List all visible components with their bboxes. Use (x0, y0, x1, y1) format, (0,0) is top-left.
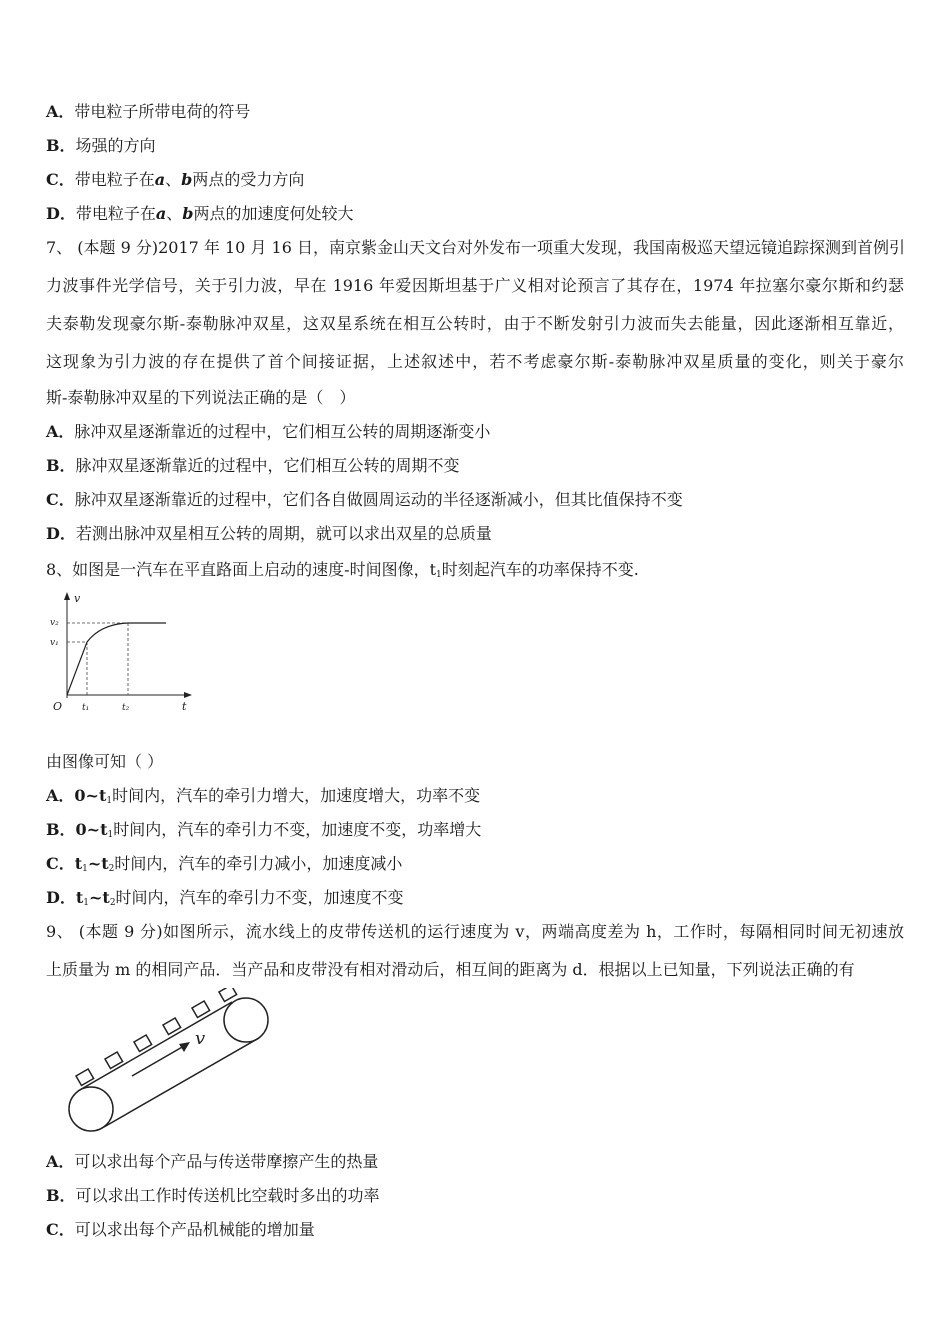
q7-stem-line-5: 斯-泰勒脉冲双星的下列说法正确的是（ ） (46, 388, 356, 407)
q7-option-a: A．脉冲双星逐渐靠近的过程中，它们相互公转的周期逐渐变小 (46, 422, 491, 441)
q9-stem-line-1: 9、 (本题 9 分)如图所示，流水线上的皮带传送机的运行速度为 v，两端高度差为 h，工作时，每隔相同时间无初速放 (46, 922, 904, 941)
q7-stem-line-1: 7、 (本题 9 分)2017 年 10 月 16 日，南京紫金山天文台对外发布一项重大发现，我国南极巡天望远镜追踪探测到首例引 (46, 238, 905, 257)
velocity-label: v (195, 1028, 206, 1049)
q8-option-c: C．$t_1\sim t_2$时间内，汽车的牵引力减小，加速度减小 (46, 854, 403, 874)
q6-option-d: D．带电粒子在a、b两点的加速度何处较大 (46, 204, 354, 223)
upper-roller (224, 998, 268, 1042)
q8-option-b: B．$0\sim t_1$时间内，汽车的牵引力不变，加速度不变，功率增大 (46, 820, 482, 840)
belt-bottom (104, 1038, 259, 1127)
q7-option-d: D．若测出脉冲双星相互公转的周期，就可以求出双星的总质量 (46, 524, 492, 543)
q9-option-a: A．可以求出每个产品与传送带摩擦产生的热量 (46, 1152, 379, 1171)
t1-label: t₁ (82, 703, 90, 713)
belt-top (78, 1002, 232, 1091)
q6-option-a: A．带电粒子所带电荷的符号 (46, 102, 251, 121)
q9-option-c: C．可以求出每个产品机械能的增加量 (46, 1220, 315, 1239)
product-box (134, 1035, 152, 1052)
q7-stem-line-3: 夫泰勒发现豪尔斯-泰勒脉冲双星，这双星系统在相互公转时，由于不断发射引力波而失去能量，因此逐渐相互靠近， (46, 314, 904, 333)
v2-label: v₂ (50, 618, 59, 628)
q8-option-d: D．$t_1\sim t_2$时间内，汽车的牵引力不变，加速度不变 (46, 888, 404, 908)
q7-stem-line-4: 这现象为引力波的存在提供了首个间接证据，上述叙述中，若不考虑豪尔斯-泰勒脉冲双星质量的变化，则关于豪尔 (46, 352, 904, 371)
q7-option-c: C．脉冲双星逐渐靠近的过程中，它们各自做圆周运动的半径逐渐减小，但其比值保持不变 (46, 490, 683, 509)
x-axis-label: t (182, 700, 187, 713)
q9-stem-line-2: 上质量为 m 的相同产品．当产品和皮带没有相对滑动后，相互间的距离为 d．根据以上已知量，下列说法正确的有 (46, 960, 855, 979)
q7-stem-line-2: 力波事件光学信号，关于引力波，早在 1916 年爱因斯坦基于广义相对论预言了其存在，1974 年拉塞尔豪尔斯和约瑟 (46, 276, 904, 295)
conveyor-belt-figure (62, 988, 274, 1138)
lower-roller (69, 1087, 113, 1131)
q9-option-b: B．可以求出工作时传送机比空载时多出的功率 (46, 1186, 380, 1205)
product-box (219, 988, 237, 1002)
product-box (163, 1018, 181, 1035)
v1-label: v₁ (50, 638, 59, 648)
velocity-curve (67, 623, 166, 695)
q6-option-c: C．带电粒子在a、b两点的受力方向 (46, 170, 305, 189)
x-axis-arrow (184, 692, 192, 698)
origin-label: O (53, 700, 63, 713)
q8-option-a: A．$0\sim t_1$时间内，汽车的牵引力增大，加速度增大，功率不变 (46, 786, 481, 806)
q8-stem: 8、如图是一汽车在平直路面上启动的速度-时间图像，$t_1$时刻起汽车的功率保持不变. (46, 560, 639, 580)
velocity-arrowhead (179, 1042, 190, 1052)
q8-followup: 由图像可知（ ） (46, 752, 164, 771)
y-axis-label: v (74, 592, 81, 605)
q7-option-b: B．脉冲双星逐渐靠近的过程中，它们相互公转的周期不变 (46, 456, 460, 475)
t2-label: t₂ (122, 703, 130, 713)
velocity-time-graph (46, 590, 206, 716)
y-axis-arrow (64, 592, 70, 600)
q6-option-b: B．场强的方向 (46, 136, 156, 155)
product-box (192, 1001, 210, 1018)
